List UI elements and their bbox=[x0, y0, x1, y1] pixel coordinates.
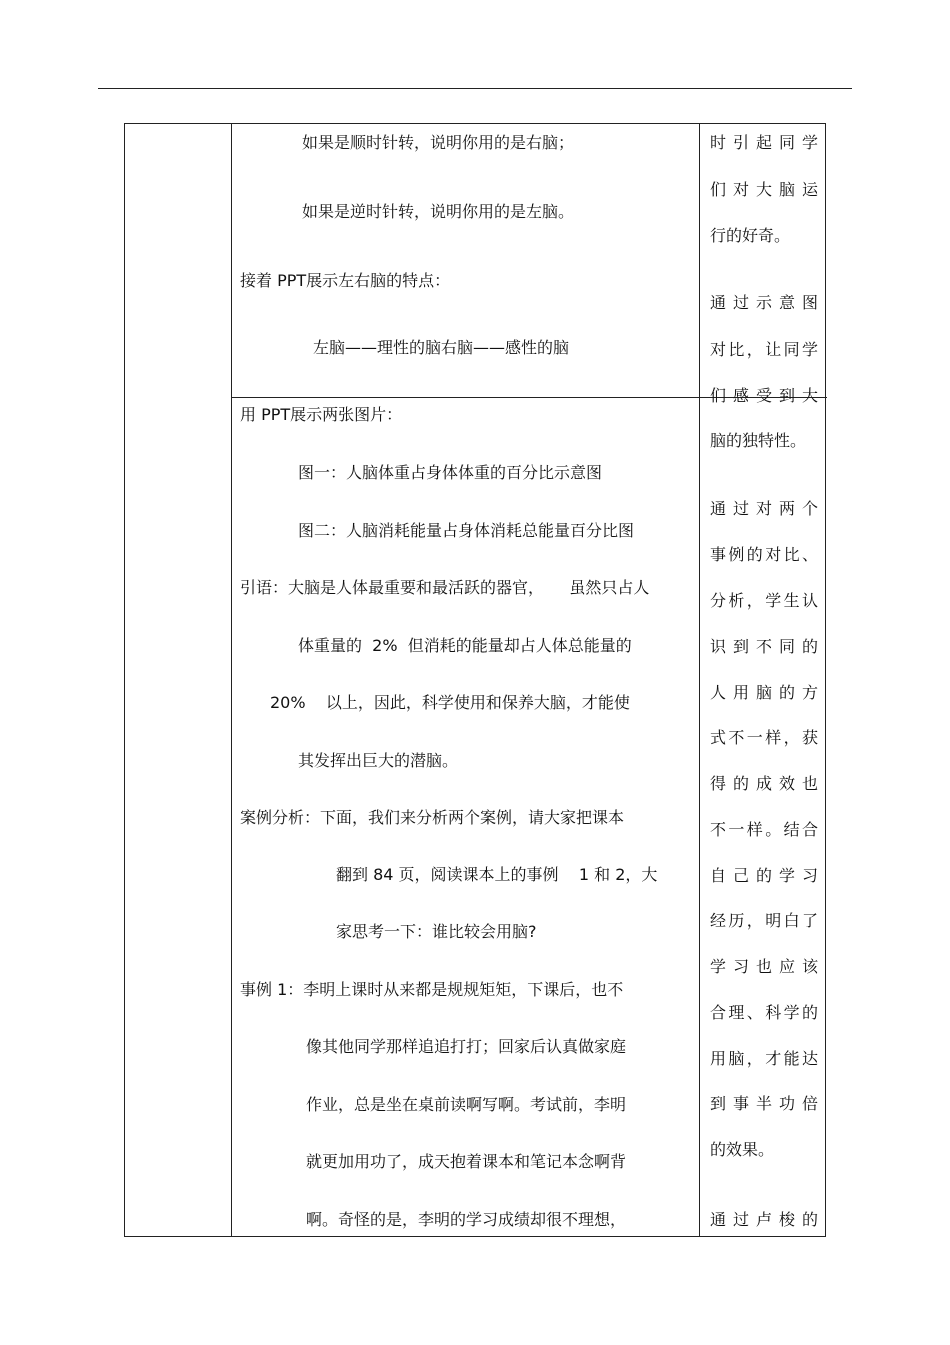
note-line: 的效果。 bbox=[710, 1140, 775, 1159]
note-line: 得的成效也 bbox=[710, 774, 818, 793]
note-line: 们感受到大 bbox=[710, 386, 818, 405]
note-line: 不一样。结合 bbox=[710, 820, 818, 839]
column-divider-2 bbox=[699, 124, 700, 1236]
note-line: 用脑，才能达 bbox=[710, 1049, 818, 1068]
middle-line: 案例分析：下面，我们来分析两个案例，请大家把课本 bbox=[240, 808, 625, 827]
note-line: 脑的独特性。 bbox=[710, 431, 807, 450]
note-line: 式不一样，获 bbox=[710, 728, 818, 747]
middle-line: 如果是逆时针转，说明你用的是左脑。 bbox=[302, 202, 575, 221]
middle-line: 作业，总是坐在桌前读啊写啊。考试前，李明 bbox=[306, 1095, 627, 1114]
note-line: 时引起同学 bbox=[710, 133, 818, 152]
note-line: 合理、科学的 bbox=[710, 1003, 818, 1022]
note-line: 到事半功倍 bbox=[710, 1094, 818, 1113]
header-rule bbox=[98, 88, 852, 89]
note-line: 通过示意图 bbox=[710, 293, 818, 312]
middle-line: 家思考一下：谁比较会用脑? bbox=[336, 922, 537, 941]
note-line: 通过对两个 bbox=[710, 499, 818, 518]
note-line: 行的好奇。 bbox=[710, 226, 791, 245]
middle-line: 左脑——理性的脑右脑——感性的脑 bbox=[313, 338, 570, 357]
note-line: 自己的学习 bbox=[710, 866, 818, 885]
middle-line: 20% 以上，因此，科学使用和保养大脑，才能使 bbox=[270, 693, 630, 712]
middle-line: 图一：人脑体重占身体体重的百分比示意图 bbox=[298, 463, 603, 482]
note-line: 事例的对比、 bbox=[710, 545, 818, 564]
note-line: 学习也应该 bbox=[710, 957, 818, 976]
middle-line: 图二：人脑消耗能量占身体消耗总能量百分比图 bbox=[298, 521, 635, 540]
middle-line: 事例 1：李明上课时从来都是规规矩矩，下课后，也不 bbox=[240, 980, 624, 999]
note-line: 人用脑的方 bbox=[710, 683, 818, 702]
note-line: 对比，让同学 bbox=[710, 340, 818, 359]
note-line: 经历，明白了 bbox=[710, 911, 818, 930]
note-line: 们对大脑运 bbox=[710, 180, 818, 199]
middle-line: 翻到 84 页，阅读课本上的事例 1 和 2，大 bbox=[336, 865, 658, 884]
note-line: 识到不同的 bbox=[710, 637, 818, 656]
middle-line: 用 PPT展示两张图片： bbox=[240, 405, 403, 424]
column-divider-1 bbox=[231, 124, 232, 1236]
middle-line: 如果是顺时针转，说明你用的是右脑； bbox=[302, 133, 575, 152]
middle-line: 其发挥出巨大的潜脑。 bbox=[298, 751, 459, 770]
note-line: 通过卢梭的 bbox=[710, 1210, 818, 1229]
middle-line: 体重量的 2% 但消耗的能量却占人体总能量的 bbox=[298, 636, 632, 655]
middle-line: 接着 PPT展示左右脑的特点： bbox=[240, 271, 451, 290]
middle-line: 引语：大脑是人体最重要和最活跃的器官， 虽然只占人 bbox=[240, 578, 650, 597]
middle-line: 就更加用功了，成天抱着课本和笔记本念啊背 bbox=[306, 1152, 627, 1171]
lesson-plan-table bbox=[124, 123, 826, 1237]
middle-line: 像其他同学那样追追打打；回家后认真做家庭 bbox=[306, 1037, 627, 1056]
note-line: 分析，学生认 bbox=[710, 591, 818, 610]
middle-line: 啊。奇怪的是，李明的学习成绩却很不理想， bbox=[306, 1210, 627, 1229]
